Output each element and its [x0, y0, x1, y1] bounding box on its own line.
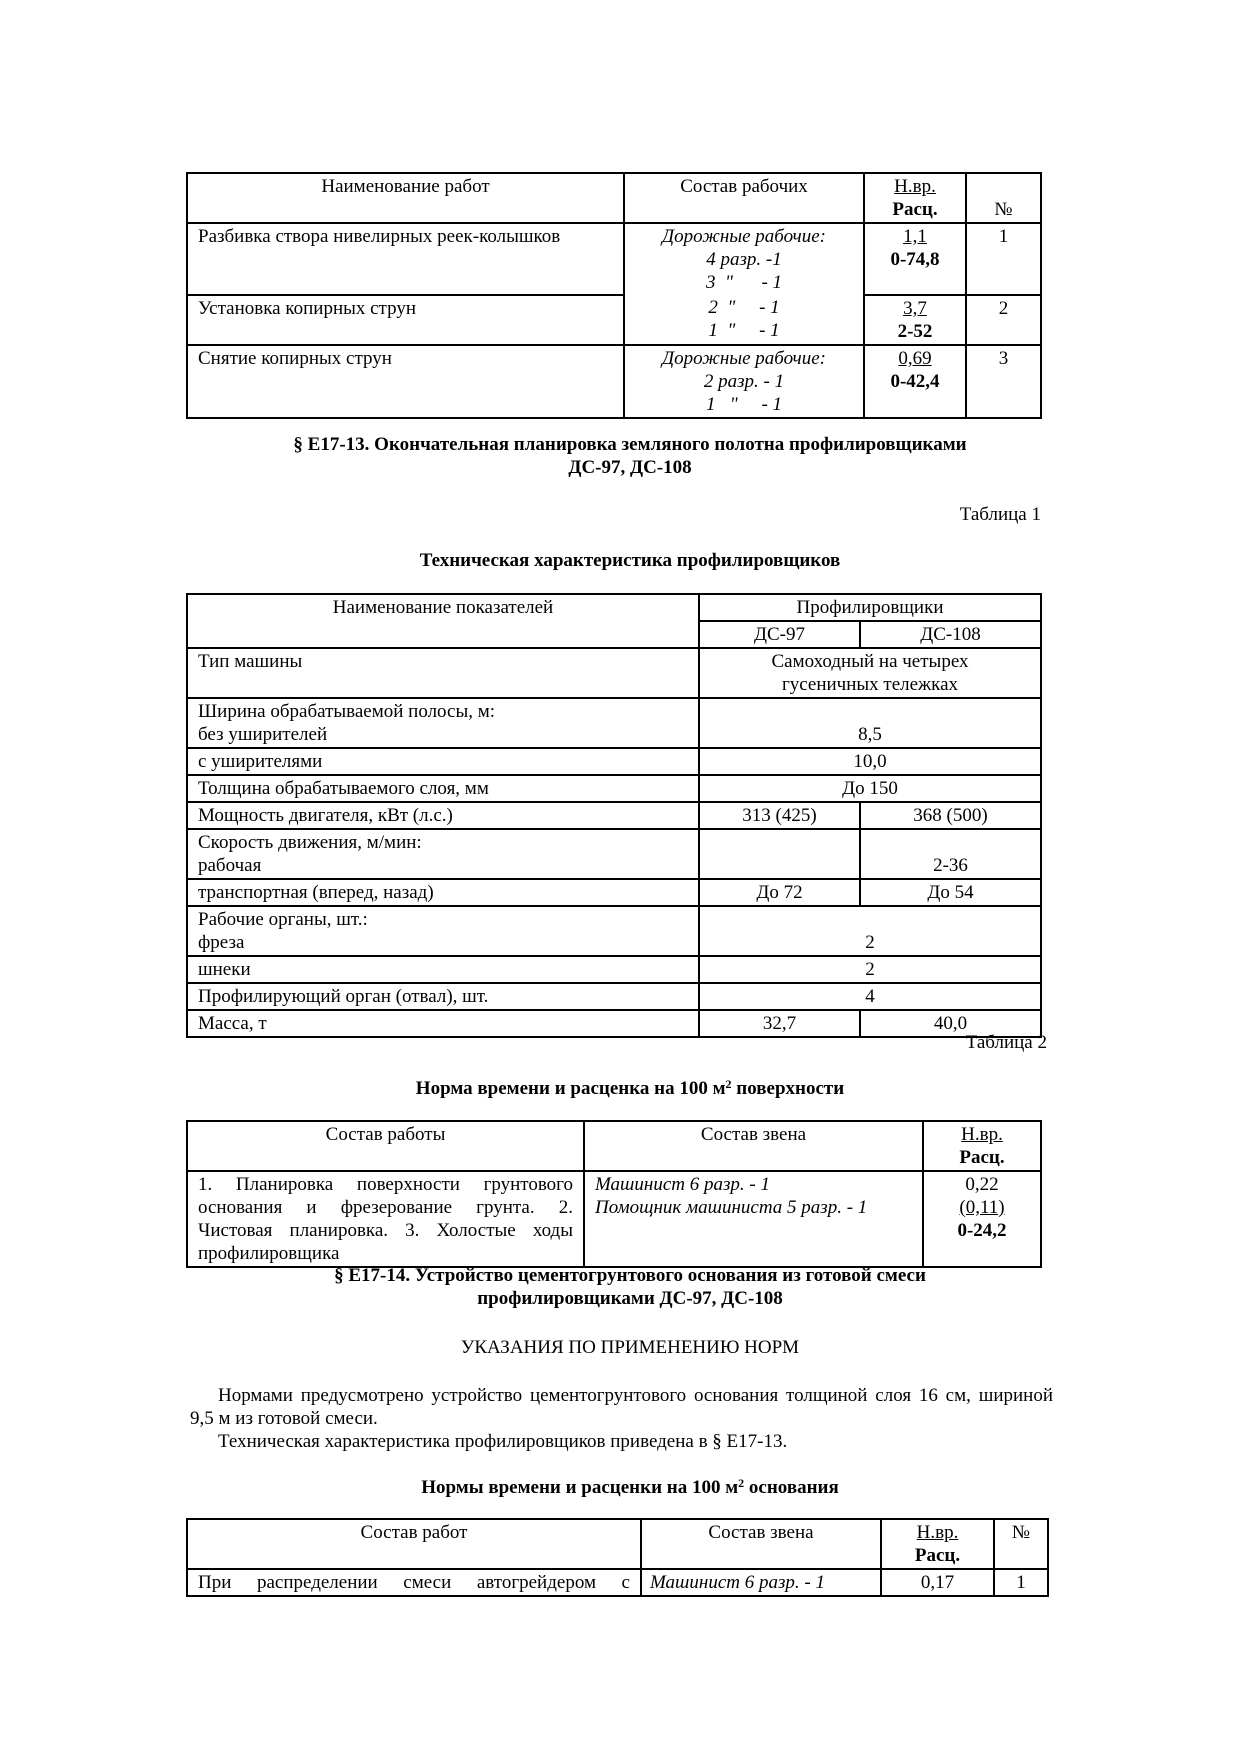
- header-work: Состав работ: [187, 1519, 641, 1569]
- table3-title: [180, 1476, 1080, 1499]
- row-label-line: без уширителей: [198, 724, 328, 745]
- crew-line: Дорожные рабочие:: [662, 226, 826, 247]
- paragraph: Нормами предусмотрено устройство цементогрунтового основания толщиной слоя 16 см, шириной 9,5 м из готовой смеси.: [190, 1385, 1053, 1429]
- header-norm: Н.вр.: [916, 1522, 959, 1543]
- row-value-m2: До 54: [860, 879, 1041, 906]
- table-header-row: [187, 173, 1041, 223]
- row-norm-paren: (0,11): [959, 1197, 1005, 1218]
- header-norm: Н.вр.: [961, 1124, 1003, 1145]
- row-value: [699, 648, 1041, 698]
- crew-line: 2 " - 1: [708, 297, 780, 318]
- row-label: транспортная (вперед, назад): [187, 879, 699, 906]
- table2-label: Таблица 2: [965, 1032, 1047, 1053]
- table3-title-sup: 2: [738, 1476, 745, 1490]
- row-value: 2: [699, 956, 1041, 983]
- header-work: Состав работы: [187, 1121, 584, 1171]
- row-label-line: Скорость движения, м/мин:: [198, 832, 422, 853]
- row-label: Мощность двигателя, кВт (л.с.): [187, 802, 699, 829]
- table3-title-main: Нормы времени и расценки на 100 м: [421, 1477, 739, 1498]
- header-rate: Расц.: [892, 199, 938, 220]
- table-row: [187, 829, 1041, 879]
- section-title-e17-13: [180, 433, 1080, 479]
- row-work: Снятие копирных струн: [187, 345, 624, 418]
- table-row: [187, 1010, 1041, 1037]
- row-value: До 150: [699, 775, 1041, 802]
- header-norm: Н.вр.: [894, 176, 936, 197]
- row-crew-a-top: [624, 223, 864, 295]
- row-label-line: Рабочие органы, шт.:: [198, 909, 368, 930]
- row-work: [187, 1569, 641, 1596]
- crew-line: 1 " - 1: [708, 320, 780, 341]
- row-label: Профилирующий орган (отвал), шт.: [187, 983, 699, 1010]
- row-num: 2: [966, 295, 1041, 345]
- row-value-m2: 368 (500): [860, 802, 1041, 829]
- row-norm: 0,22: [965, 1174, 999, 1195]
- table-row: [187, 345, 1041, 418]
- value-text: 8,5: [858, 724, 882, 745]
- row-num: 1: [994, 1569, 1048, 1596]
- table-row: [187, 223, 1041, 295]
- row-value-m1: До 72: [699, 879, 860, 906]
- table1-label: Таблица 1: [959, 504, 1041, 525]
- row-crew-b: [624, 345, 864, 418]
- crew-line: Помощник машиниста 5 разр. - 1: [595, 1197, 868, 1218]
- guidance-heading: УКАЗАНИЯ ПО ПРИМЕНЕНИЮ НОРМ: [460, 1337, 800, 1358]
- header-norm-rate: [864, 173, 966, 223]
- header-num: [966, 173, 1041, 223]
- crew-line: Машинист 6 разр. - 1: [595, 1174, 770, 1195]
- row-norm: 0,69: [898, 348, 932, 369]
- header-rate: Расц.: [914, 1545, 961, 1566]
- paragraph: Техническая характеристика профилировщиков приведена в § Е17-13.: [218, 1431, 788, 1452]
- header-num-label: №: [994, 199, 1013, 220]
- row-norm: 0,17: [881, 1569, 994, 1596]
- table2-title-tail: поверхности: [731, 1078, 845, 1099]
- row-crew: [584, 1171, 923, 1267]
- header-norm-rate: [881, 1519, 994, 1569]
- table3-title-tail: основания: [744, 1477, 839, 1498]
- row-norm-rate: [864, 345, 966, 418]
- row-rate: 2-52: [897, 321, 933, 342]
- header-rate: Расц.: [959, 1147, 1005, 1168]
- table-header-row: [187, 1519, 1048, 1569]
- table-top: [186, 172, 1042, 419]
- row-crew: Машинист 6 разр. - 1: [641, 1569, 881, 1596]
- row-label: [187, 829, 699, 879]
- row-value-m1: [699, 829, 860, 879]
- header-crew: Состав звена: [641, 1519, 881, 1569]
- table-row: [187, 983, 1041, 1010]
- crew-line: 1 " - 1: [705, 394, 783, 415]
- table-row: [187, 1171, 1041, 1267]
- header-work: Наименование работ: [187, 173, 624, 223]
- row-num: 3: [966, 345, 1041, 418]
- table-row: [187, 775, 1041, 802]
- row-label-line: фреза: [198, 932, 245, 953]
- row-norm-rate: [864, 295, 966, 345]
- table-2: [186, 1120, 1042, 1268]
- table2-title-main: Норма времени и расценка на 100 м: [415, 1078, 726, 1099]
- table-row: [187, 956, 1041, 983]
- header-indicators: Наименование показателей: [187, 594, 699, 648]
- row-rate: 0-24,2: [957, 1220, 1007, 1241]
- row-label: Масса, т: [187, 1010, 699, 1037]
- header-num: №: [994, 1519, 1048, 1569]
- table-row: [187, 295, 1041, 345]
- row-num: 1: [966, 223, 1041, 295]
- section-title-line: профилировщиками ДС-97, ДС-108: [477, 1288, 783, 1309]
- crew-line: 2 разр. - 1: [703, 371, 785, 392]
- section-title-line: § Е17-14. Устройство цементогрунтового основания из готовой смеси: [334, 1265, 926, 1286]
- row-work-text: При распределении смеси автогрейдером с: [198, 1572, 630, 1593]
- row-label: Тип машины: [187, 648, 699, 698]
- row-value-m1: 313 (425): [699, 802, 860, 829]
- crew-line: Дорожные рабочие:: [662, 348, 826, 369]
- value-text: 2-36: [933, 855, 968, 876]
- table-row: [187, 1569, 1048, 1596]
- value-line: Самоходный на четырех: [771, 651, 969, 672]
- row-label: Толщина обрабатываемого слоя, мм: [187, 775, 699, 802]
- table1-title: Техническая характеристика профилировщиков: [419, 550, 841, 571]
- crew-line: 3 " - 1: [705, 272, 783, 293]
- row-value: [699, 698, 1041, 748]
- table-row: [187, 906, 1041, 956]
- row-label: шнеки: [187, 956, 699, 983]
- row-label-line: рабочая: [198, 855, 262, 876]
- row-work: 1. Планировка поверхности грунтового основания и фрезерование грунта. 2. Чистовая планировка. 3. Холостые ходы профилировщика: [187, 1171, 584, 1267]
- row-work: Установка копирных струн: [187, 295, 624, 345]
- table2-title-sup: 2: [725, 1077, 732, 1091]
- table-row: [187, 802, 1041, 829]
- value-line: гусеничных тележках: [781, 674, 959, 695]
- row-label: [187, 906, 699, 956]
- row-value-m2: [860, 829, 1041, 879]
- row-value: 4: [699, 983, 1041, 1010]
- row-norm: 3,7: [903, 298, 927, 319]
- row-label: с уширителями: [187, 748, 699, 775]
- table-row: [187, 648, 1041, 698]
- header-norm-rate: [923, 1121, 1041, 1171]
- row-rate: 0-42,4: [890, 371, 940, 392]
- header-crew: Состав звена: [584, 1121, 923, 1171]
- row-rate: 0-74,8: [890, 249, 940, 270]
- table-header-row: [187, 594, 1041, 621]
- row-value-m1: 32,7: [699, 1010, 860, 1037]
- row-label: [187, 698, 699, 748]
- row-crew-a-bottom: [624, 295, 864, 345]
- row-work: Разбивка створа нивелирных реек-колышков: [187, 223, 624, 295]
- header-workers: Состав рабочих: [624, 173, 864, 223]
- table-row: [187, 879, 1041, 906]
- header-group: Профилировщики: [699, 594, 1041, 621]
- section-title-e17-14: [180, 1264, 1080, 1310]
- table-header-row: [187, 1121, 1041, 1171]
- table-1: [186, 593, 1042, 1038]
- row-norm-rate: [864, 223, 966, 295]
- crew-line: 4 разр. -1: [706, 249, 782, 270]
- header-m1: ДС-97: [699, 621, 860, 648]
- table2-title: [180, 1077, 1080, 1100]
- row-norm: 1,1: [903, 226, 927, 247]
- header-m2: ДС-108: [860, 621, 1041, 648]
- row-value: [699, 906, 1041, 956]
- row-value: 10,0: [699, 748, 1041, 775]
- value-text: 2: [865, 932, 875, 953]
- row-value-m2: 40,0: [860, 1010, 1041, 1037]
- table-row: [187, 698, 1041, 748]
- section-title-line: § Е17-13. Окончательная планировка земляного полотна профилировщиками: [293, 434, 967, 455]
- section-title-line: ДС-97, ДС-108: [568, 457, 692, 478]
- table-row: [187, 748, 1041, 775]
- row-norm-rate: [923, 1171, 1041, 1267]
- row-label-line: Ширина обрабатываемой полосы, м:: [198, 701, 496, 722]
- table-3: [186, 1518, 1049, 1597]
